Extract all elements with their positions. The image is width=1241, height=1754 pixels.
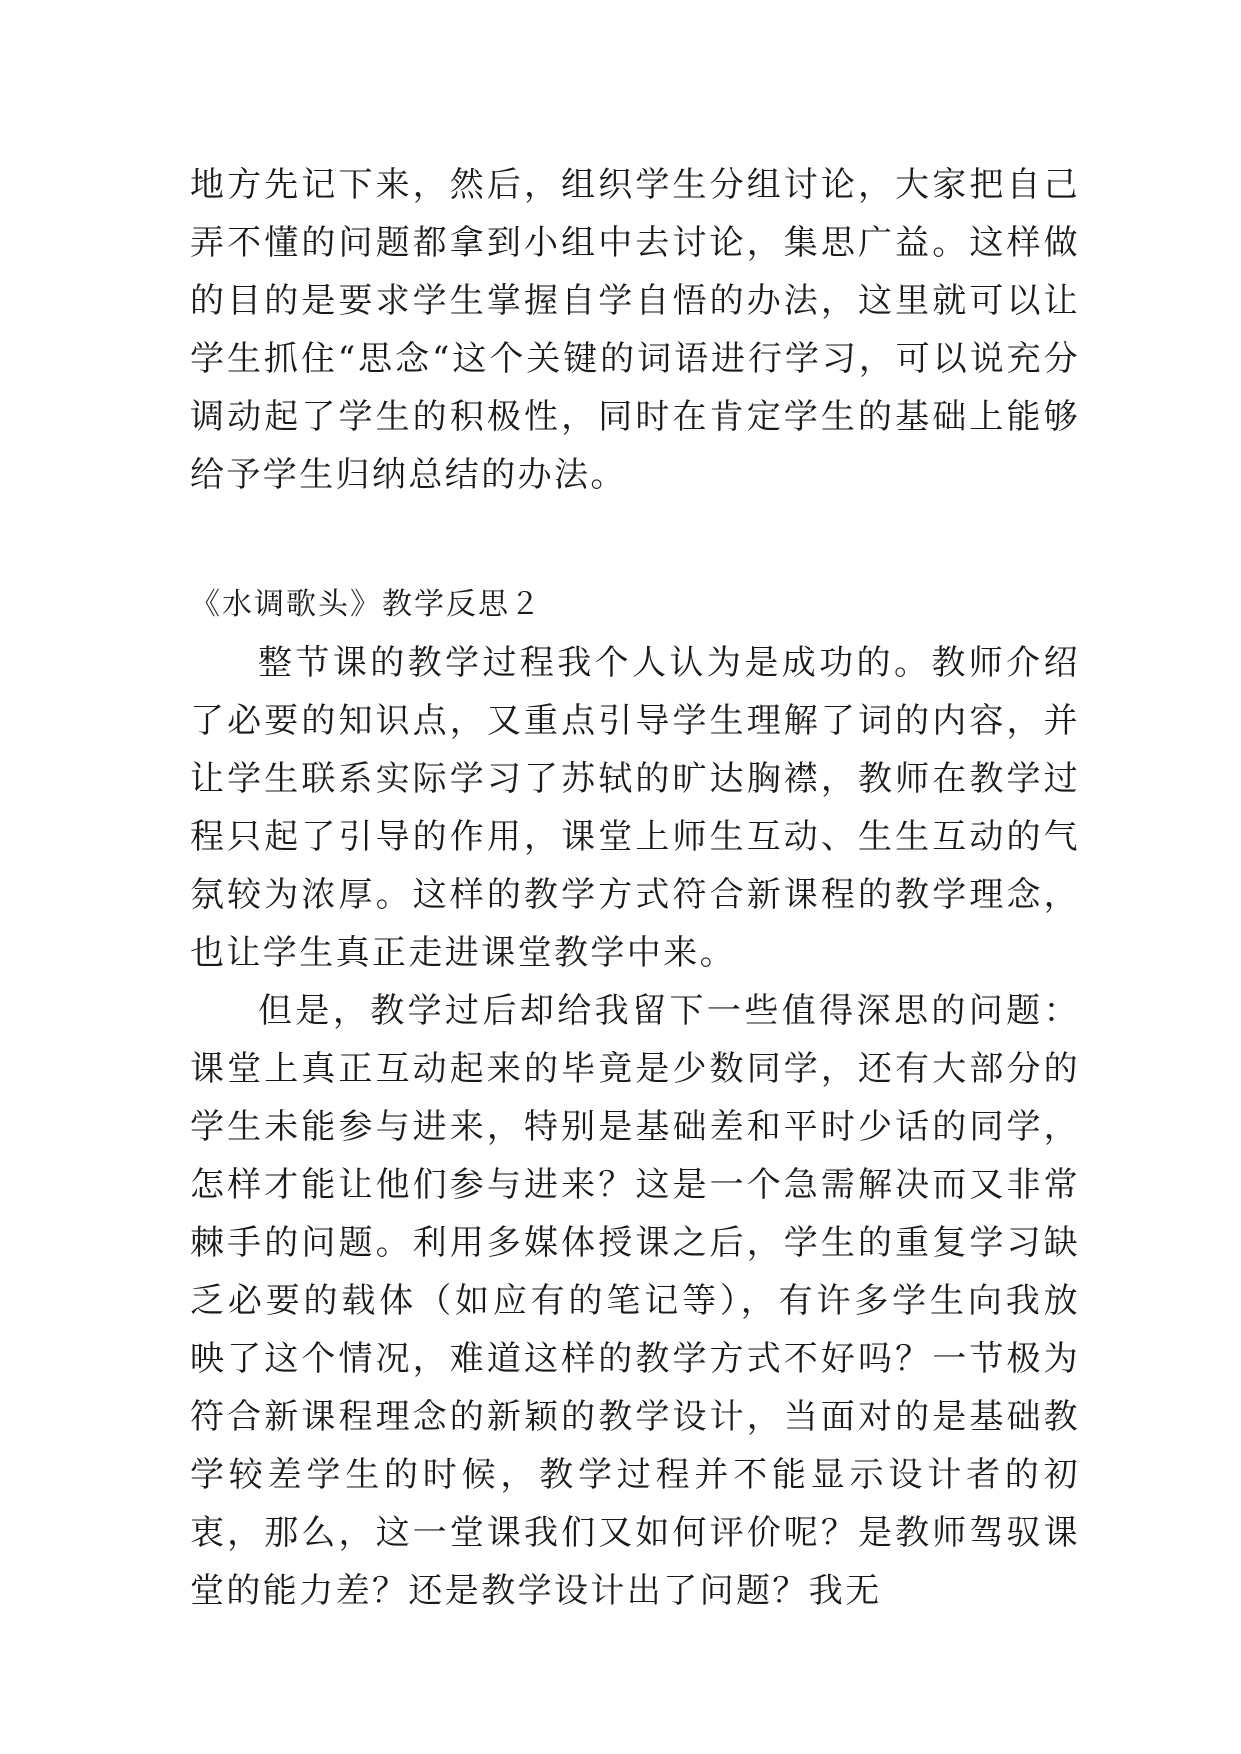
paragraph-reflection-success: 整节课的教学过程我个人认为是成功的。教师介绍了必要的知识点，又重点引导学生理解了词的内容，并让学生联系实际学习了苏轼的旷达胸襟，教师在教学过程只起了引导的作用，课堂上师生互动、生生互动的气氛较为浓厚。这样的教学方式符合新课程的教学理念，也让学生真正走进课堂教学中来。 xyxy=(190,643,1080,973)
paragraph-continued: 地方先记下来，然后，组织学生分组讨论，大家把自己弄不懂的问题都拿到小组中去讨论，集思广益。这样做的目的是要求学生掌握自学自悟的办法，这里就可以让学生抓住“思念“这个关键的词语进行学习，可以说充分调动起了学生的积极性，同时在肯定学生的基础上能够给予学生归纳总结的办法。 xyxy=(190,165,1080,495)
section-spacer xyxy=(190,504,1080,576)
document-body xyxy=(190,156,1080,1620)
section-heading: 《水调歌头》教学反思２ xyxy=(190,587,542,622)
paragraph-reflection-questions: 但是，教学过后却给我留下一些值得深思的问题：课堂上真正互动起来的毕竟是少数同学，还有大部分的学生未能参与进来，特别是基础差和平时少话的同学，怎样才能让他们参与进来？这是一个急需解决而又非常棘手的问题。利用多媒体授课之后，学生的重复学习缺乏必要的载体（如应有的笔记等），有许多学生向我放映了这个情况，难道这样的教学方式不好吗？一节极为符合新课程理念的新颖的教学设计，当面对的是基础教学较差学生的时候，教学过程并不能显示设计者的初衷，那么，这一堂课我们又如何评价呢？是教师驾驭课堂的能力差？还是教学设计出了问题？我无 xyxy=(190,991,1080,1611)
